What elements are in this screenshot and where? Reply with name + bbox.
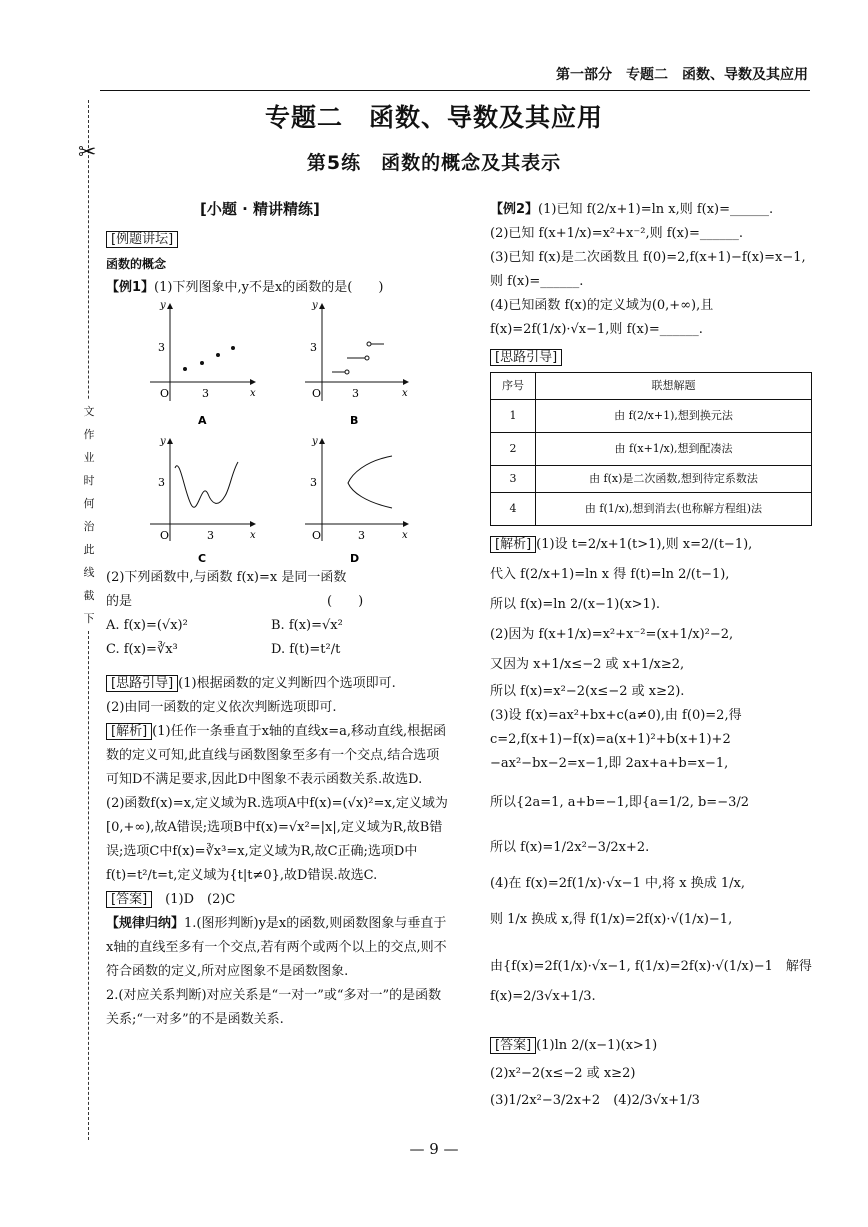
graph-d-origin: O [312,529,322,542]
option-c: C. f(x)=∛x³ [106,642,178,657]
graph-b-xlabel: x [402,388,408,399]
table-row-no: 4 [491,493,536,526]
ans-3: (3)1/2x²−3/2x+2 (4)2/3√x+1/3 [490,1093,700,1108]
table-row-method: 由 f(2/x+1),想到换元法 [536,400,812,433]
graph-d-label: D [350,552,360,565]
graph-b-origin: O [312,387,322,400]
page-number: — 9 — [409,1140,459,1158]
analysis-tag: [解析] [106,723,152,740]
graph-d [305,436,408,565]
graphs-figure [140,296,440,578]
sol-2a: (2)因为 f(x+1/x)=x²+x⁻²=(x+1/x)²−2, [490,627,734,642]
lesson-title: 第5练 函数的概念及其表示 [306,152,562,174]
table-row-method: 由 f(1/x),想到消去(也称解方程组)法 [536,493,812,526]
guide-tag: [思路引导] [106,675,178,692]
graph-d-ytick: 3 [310,476,317,489]
right-guide-tag: [思路引导] [490,349,562,366]
graph-c [150,436,256,565]
example1-tag: 【例1】 [106,280,155,295]
graph-c-origin: O [160,529,170,542]
table-row-method: 由 f(x)是二次函数,想到待定系数法 [536,466,812,493]
header-rule [100,90,810,91]
graph-b-ylabel: y [312,300,318,311]
graph-a [150,300,256,427]
sol-4c: 由{f(x)=2f(1/x)·√x−1, f(1/x)=2f(x)·√(1/x)−1 解得 f(x)=2/3√x+1/3. [490,959,812,1004]
option-d: D. f(t)=t²/t [271,642,341,657]
graph-a-ytick: 3 [158,341,165,354]
ans-2: (2)x²−2(x≤−2 或 x≥2) [490,1066,636,1081]
sol-1a: (1)设 t=2/x+1(t>1),则 x=2/(t−1), [536,537,753,552]
ans-1: (1)ln 2/(x−1)(x>1) [536,1038,658,1053]
example1-q1: (1)下列图象中,y不是x的函数的是( ) [154,280,384,295]
graph-a-xlabel: x [250,388,256,399]
sol-3b: c=2,f(x+1)−f(x)=a(x+1)²+b(x+1)+2 [490,732,731,747]
forum-label: [例题讲坛] [106,231,178,248]
option-b: B. f(x)=√x² [271,618,343,633]
table-head-no: 序号 [491,373,536,400]
graph-c-label: C [198,552,207,565]
sol-3a: (3)设 f(x)=ax²+bx+c(a≠0),由 f(0)=2,得 [490,708,742,723]
cut-instruction: 文作业时何治此线截下 [82,400,96,630]
analysis-1: (1)任作一条垂直于x轴的直线x=a,移动直线,根据函数的定义可知,此直线与函数图象至多有一个交点,结合选项可知D不满足要求,因此D中图象不表示函数关系.故选D. [106,724,447,787]
right-answer-tag: [答案] [490,1037,536,1054]
ex2-q2: (2)已知 f(x+1/x)=x²+x⁻²,则 f(x)=______. [490,226,744,241]
section-label: [小题 · 精讲精练] [200,200,320,218]
ex2-q3: (3)已知 f(x)是二次函数且 f(0)=2,f(x+1)−f(x)=x−1,则 f(x)=______. [490,250,806,289]
rule-1: 1.(图形判断)y是x的函数,则函数图象与垂直于x轴的直线至多有一个交点,若有两个或两个以上的交点,则不符合函数的定义,所对应图象不是函数图象. [106,916,447,979]
graph-b [305,300,408,427]
graph-d-ylabel: y [312,436,318,447]
graph-d-xtick: 3 [358,529,365,542]
topic-heading: 函数的概念 [106,257,167,271]
sol-3e: 所以 f(x)=1/2x²−3/2x+2. [490,840,650,855]
running-head: 第一部分 专题二 函数、导数及其应用 [556,67,808,83]
graph-b-ytick: 3 [310,341,317,354]
right-column [490,198,812,1116]
rule-tag: 【规律归纳】 [106,916,185,931]
ex2-q1: (1)已知 f(2/x+1)=ln x,则 f(x)=______. [538,202,774,217]
left-column [106,228,448,300]
right-analysis-tag: [解析] [490,536,536,553]
graph-c-ylabel: y [160,436,166,447]
chapter-title: 专题二 函数、导数及其应用 [264,103,603,132]
table-head-method: 联想解题 [536,373,812,400]
method-table [490,372,812,526]
analysis-2: (2)函数f(x)=x,定义域为R.选项A中f(x)=(√x)²=x,定义域为[0,+∞),故A错误;选项B中f(x)=√x²=|x|,定义域为R,故B错误;选项C中f(x)=∛x³=x,定义域为R,故C正确;选项D中f(t)=t²/t=t,定义域为{t|t≠0},故D错误.故选C. [106,796,448,883]
graph-a-label: A [198,414,207,427]
options-row1 [106,614,448,638]
option-a: A. f(x)=(√x)² [106,618,188,633]
options-row2 [106,638,448,662]
graph-a-ylabel: y [160,300,166,311]
graph-d-xlabel: x [402,530,408,541]
scissors-icon: ✂ [78,140,97,165]
left-column-lower [106,566,448,1032]
rule-2: 2.(对应关系判断)对应关系是“一对一”或“多对一”的是函数关系;“一对多”的不是函数关系. [106,988,442,1027]
table-row-no: 1 [491,400,536,433]
graph-c-ytick: 3 [158,476,165,489]
sol-1c: 所以 f(x)=ln 2/(x−1)(x>1). [490,597,661,612]
guide-2: (2)由同一函数的定义依次判断选项即可. [106,700,337,715]
graph-c-xtick: 3 [207,529,214,542]
graph-c-xlabel: x [250,530,256,541]
graph-b-label: B [350,414,359,427]
sol-2c: 所以 f(x)=x²−2(x≤−2 或 x≥2). [490,684,685,699]
table-row-method: 由 f(x+1/x),想到配凑法 [536,433,812,466]
sol-3d: 所以{2a=1, a+b=−1,即{a=1/2, b=−3/2 [490,795,750,810]
table-row-no: 3 [491,466,536,493]
answer-tag: [答案] [106,891,152,908]
ex2-q4: (4)已知函数 f(x)的定义域为(0,+∞),且 f(x)=2f(1/x)·√x−1,则 f(x)=______. [490,298,714,337]
sol-3c: −ax²−bx−2=x−1,即 2ax+a+b=x−1, [490,756,729,771]
sol-2b: 又因为 x+1/x≤−2 或 x+1/x≥2, [490,657,685,672]
graph-a-xtick: 3 [202,387,209,400]
answer-1: (1)D (2)C [165,892,236,907]
example2-tag: 【例2】 [490,202,539,217]
q2-line1: (2)下列函数中,与函数 f(x)=x 是同一函数 [106,570,347,585]
table-row-no: 2 [491,433,536,466]
sol-1b: 代入 f(2/x+1)=ln x 得 f(t)=ln 2/(t−1), [490,567,730,582]
graph-a-origin: O [160,387,170,400]
graph-b-xtick: 3 [352,387,359,400]
sol-4a: (4)在 f(x)=2f(1/x)·√x−1 中,将 x 换成 1/x, [490,876,745,891]
guide-1: (1)根据函数的定义判断四个选项即可. [178,676,396,691]
sol-4b: 则 1/x 换成 x,得 f(1/x)=2f(x)·√(1/x)−1, [490,912,733,927]
q2-line2: 的是 ( ) [106,594,364,609]
